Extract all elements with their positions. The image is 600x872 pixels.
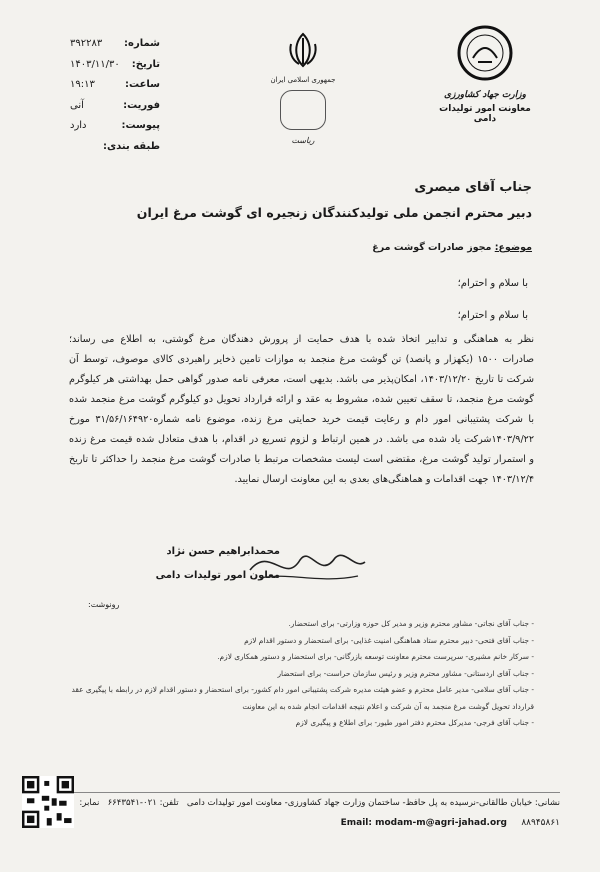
subject-text: مجوز صادرات گوشت مرغ <box>372 242 495 253</box>
cc-item: - جناب آقای اردستانی- مشاور محترم وزیر و رئیس سازمان حراست- برای استحضار <box>277 668 534 678</box>
footer-email[interactable]: Email: modam-m@agri-jahad.org <box>340 818 508 828</box>
signatory-name: محمدابراهیم حسن نژاد <box>166 546 280 557</box>
cc-item: - جناب آقای فتحی- دبیر محترم ستاد هماهنگی امنیت غذایی- برای استحضار و دستور اقدام لازم <box>244 635 534 645</box>
cc-item: - جناب آقای نجاتی- مشاور محترم وزیر و مدیر کل حوزه وزارتی- برای استحضار. <box>288 619 534 628</box>
recipient-name: جناب آقای میصری <box>414 180 532 195</box>
body-line: شرکت تا تاریخ ۱۴۰۳/۱۲/۲۰، امکان‌پذیر می باشد. بدیهی است، معرفی نامه صدور گواهی حمل بهداشتی هر کیلوگرم <box>69 374 534 385</box>
body-line: و استمرار تولید گوشت مرغ، مقتضی است لیست مشخصات مرتبط با صادرات گوشت مرغ منجمد را حداکثر تا تاریخ <box>69 454 534 465</box>
emblem-icon <box>283 30 323 70</box>
body-line: ۱۴۰۳/۹/۲۲شرکت یاد شده می باشد. در همین ارتباط و لزوم تسریع در اقدام، با هدف متعادل شده قیمت مرغ زنده <box>69 434 534 445</box>
meta-number: شماره: ۳۹۲۲۸۳ <box>70 38 160 49</box>
jahad-logo-icon <box>456 24 514 82</box>
footer-fax-label: نمابر: <box>79 798 100 808</box>
meta-urgency: فوریت: آنی <box>70 99 160 111</box>
body-line: ۱۴۰۳/۱۲/۴ جهت اقدامات و هماهنگی‌های بعدی به این معاونت ارسال نمایید. <box>234 474 534 485</box>
qr-code-icon <box>22 776 74 828</box>
greeting-2: با سلام و احترام؛ <box>457 310 528 321</box>
recipient-title: دبیر محترم انجمن ملی تولیدکنندگان زنجیره ای گوشت مرغ ایران <box>136 205 532 220</box>
cc-list <box>64 616 534 732</box>
subject-line <box>372 242 532 253</box>
footer-address-row <box>79 798 560 808</box>
cc-item: - سرکار خانم مشیری- سرپرست محترم معاونت توسعه بازرگانی- برای استحضار و دستور همکاری لازم. <box>217 652 534 661</box>
iran-emblem <box>268 30 338 145</box>
handwritten-signature <box>240 540 370 590</box>
meta-classification: طبقه بندی: <box>102 140 160 152</box>
meta-time: ساعت: ۱۹:۱۳ <box>70 79 160 90</box>
emblem-caption: جمهوری اسلامی ایران <box>270 76 336 84</box>
cc-title: رونوشت: <box>88 600 120 609</box>
meta-date: تاریخ: ۱۴۰۳/۱۱/۳۰ <box>70 58 160 70</box>
letter-body <box>69 330 534 490</box>
signatory-title: معاون امور تولیدات دامی <box>155 570 280 581</box>
body-line: صادرات ۱۵۰۰ (یکهزار و پانصد) تن گوشت مرغ منجمد به موازات تامین ذخایر راهبردی کالای موصوف، توسط آن <box>69 354 534 365</box>
ministry-logo <box>430 24 540 124</box>
body-line: گوشت مرغ منجمد، تا سقف تعیین شده، مشروط به عقد و ارائه قرارداد تحویل دو کیلوگرم گوشت مرغ منجمد شده <box>69 394 534 405</box>
footer-address: نشانی: خیابان طالقانی-نرسیده به پل حافظ- ساختمان وزارت جهاد کشاورزی- معاونت امور تولیدات دامی <box>186 798 560 808</box>
ministry-name: وزارت جهاد کشاورزی <box>444 90 526 100</box>
footer-contact-row <box>341 818 560 828</box>
body-line: نظر به هماهنگی و تدابیر اتخاذ شده با هدف حمایت از پرورش دهندگان مرغ گوشتی، به اطلاع می رساند؛ <box>69 334 534 345</box>
footer-fax: ۸۸۹۴۵۸۶۱ <box>521 818 560 828</box>
greeting-1: با سلام و احترام؛ <box>457 278 528 289</box>
subject-key: موضوع: <box>494 242 532 253</box>
emblem-signature: ریاست <box>291 136 315 145</box>
cc-item: - جناب آقای سلامی- مدیر عامل محترم و عضو هیئت مدیره شرکت پشتیبانی امور دام کشور- برای استحضار و دستور اقدام لازم در رابطه با پیگیری عقد <box>71 685 534 694</box>
cc-item: - جناب آقای فرجی- مدیرکل محترم دفتر امور طیور- برای اطلاع و پیگیری لازم <box>295 718 534 727</box>
secretariat-seal <box>280 90 326 130</box>
footer-divider <box>70 792 560 793</box>
footer-phone: تلفن: ۰۲۱-۶۶۴۳۵۴۱ <box>107 798 179 808</box>
meta-attachment: پیوست: دارد <box>70 120 160 131</box>
deputy-name: معاونت امور تولیدات دامی <box>439 104 531 124</box>
meta-block <box>70 34 160 157</box>
body-line: با شرکت پشتیبانی امور دام و رعایت قیمت خرید حمایتی مرغ زنده، موضوع نامه شماره۳۱/۵۶/۱۶۴۹۲۰ مورخ <box>69 414 534 425</box>
cc-item: قرارداد تحویل گوشت مرغ منجمد به آن شرکت و اعلام نتیجه اقدامات انجام شده به این معاونت <box>242 701 534 711</box>
